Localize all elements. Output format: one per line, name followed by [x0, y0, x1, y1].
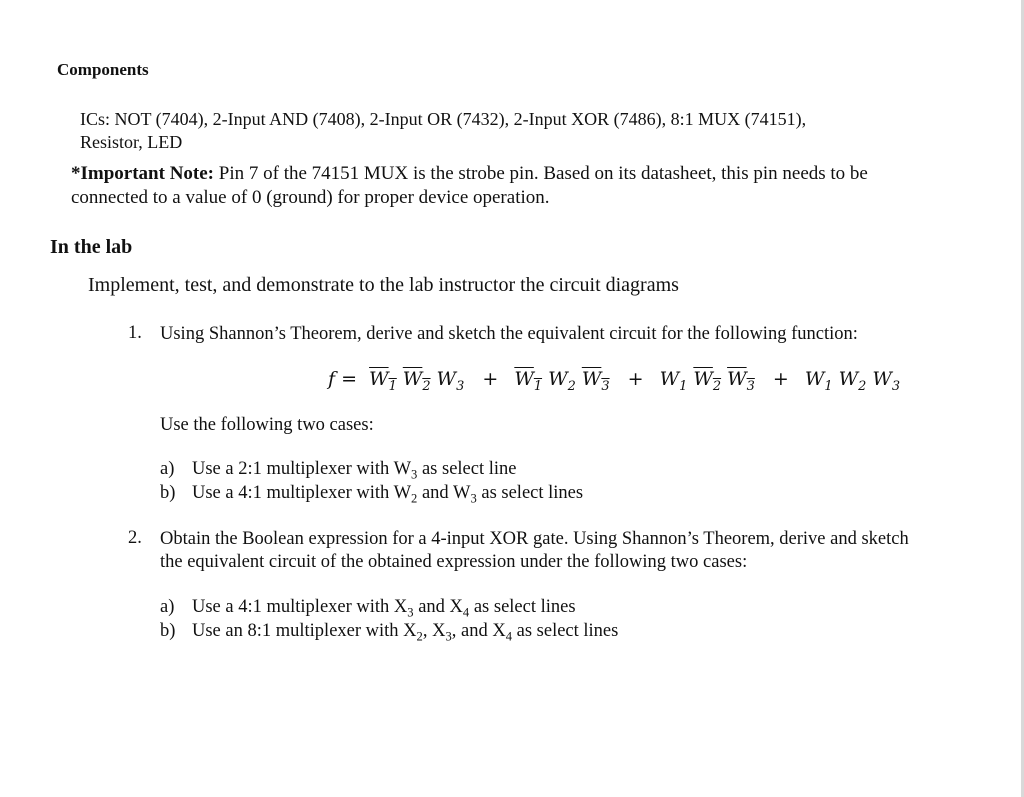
lab-intro: Implement, test, and demonstrate to the lab instructor the circuit diagrams [88, 274, 679, 296]
ics-line-1: ICs: NOT (7404), 2-Input AND (7408), 2-Input OR (7432), 2-Input XOR (7486), 8:1 MUX (74151), [80, 109, 807, 129]
components-heading: Components [57, 60, 149, 79]
q2-case-a: a) Use a 4:1 multiplexer with $X_3$ and $X_4$ as select lines [160, 597, 576, 620]
note-text-1: Pin 7 of the 74151 MUX is the strobe pin. Based on its datasheet, this pin needs to be [214, 163, 868, 184]
formula-term-2: $W_1$ $W_2$ $W_3$ [514, 368, 610, 394]
q1-case-a: a) Use a 2:1 multiplexer with $W_3$ as select line [160, 459, 517, 482]
q2-text-line-1: Obtain the Boolean expression for a 4-input XOR gate. Using Shannon’s Theorem, derive and sketch [160, 529, 909, 549]
formula-lhs: f = [328, 368, 357, 390]
formula-term-4: $W_1$ $W_2$ $W_3$ [804, 368, 901, 394]
q1-text: Using Shannon’s Theorem, derive and sketch the equivalent circuit for the following function: [160, 324, 858, 344]
formula-term-3: $W_1$ $W_2$ $W_3$ [659, 368, 755, 394]
note-line-2: connected to a value of 0 (ground) for proper device operation. [71, 187, 550, 208]
q1-cases-intro: Use the following two cases: [160, 415, 374, 435]
q2-case-b: b) Use an 8:1 multiplexer with $X_2$, $X_3$, and $X_4$ as select lines [160, 621, 619, 644]
note-line-1 [71, 162, 868, 186]
components-ic-list [80, 108, 806, 154]
q2-number: 2. [128, 528, 142, 548]
formula-term-1: $W_1$ $W_2$ $W_3$ [369, 368, 465, 394]
q2-text [160, 528, 909, 574]
ics-line-2: Resistor, LED [80, 132, 183, 152]
q1-case-b: b) Use a 4:1 multiplexer with $W_2$ and $W_3$ as select lines [160, 483, 584, 506]
q2-text-line-2: the equivalent circuit of the obtained expression under the following two cases: [160, 552, 748, 572]
lab-heading: In the lab [50, 236, 133, 258]
q1-number: 1. [128, 323, 142, 343]
q1-formula: $f = W_1$ $W_2$ $W_3 + W_1$ $W_2$ $W_3 + W_1$ $W_2$ $W_3 + W_1$ $W_2$ $W_3$ [328, 368, 901, 394]
note-label: *Important Note: [71, 163, 215, 184]
important-note [71, 162, 868, 210]
